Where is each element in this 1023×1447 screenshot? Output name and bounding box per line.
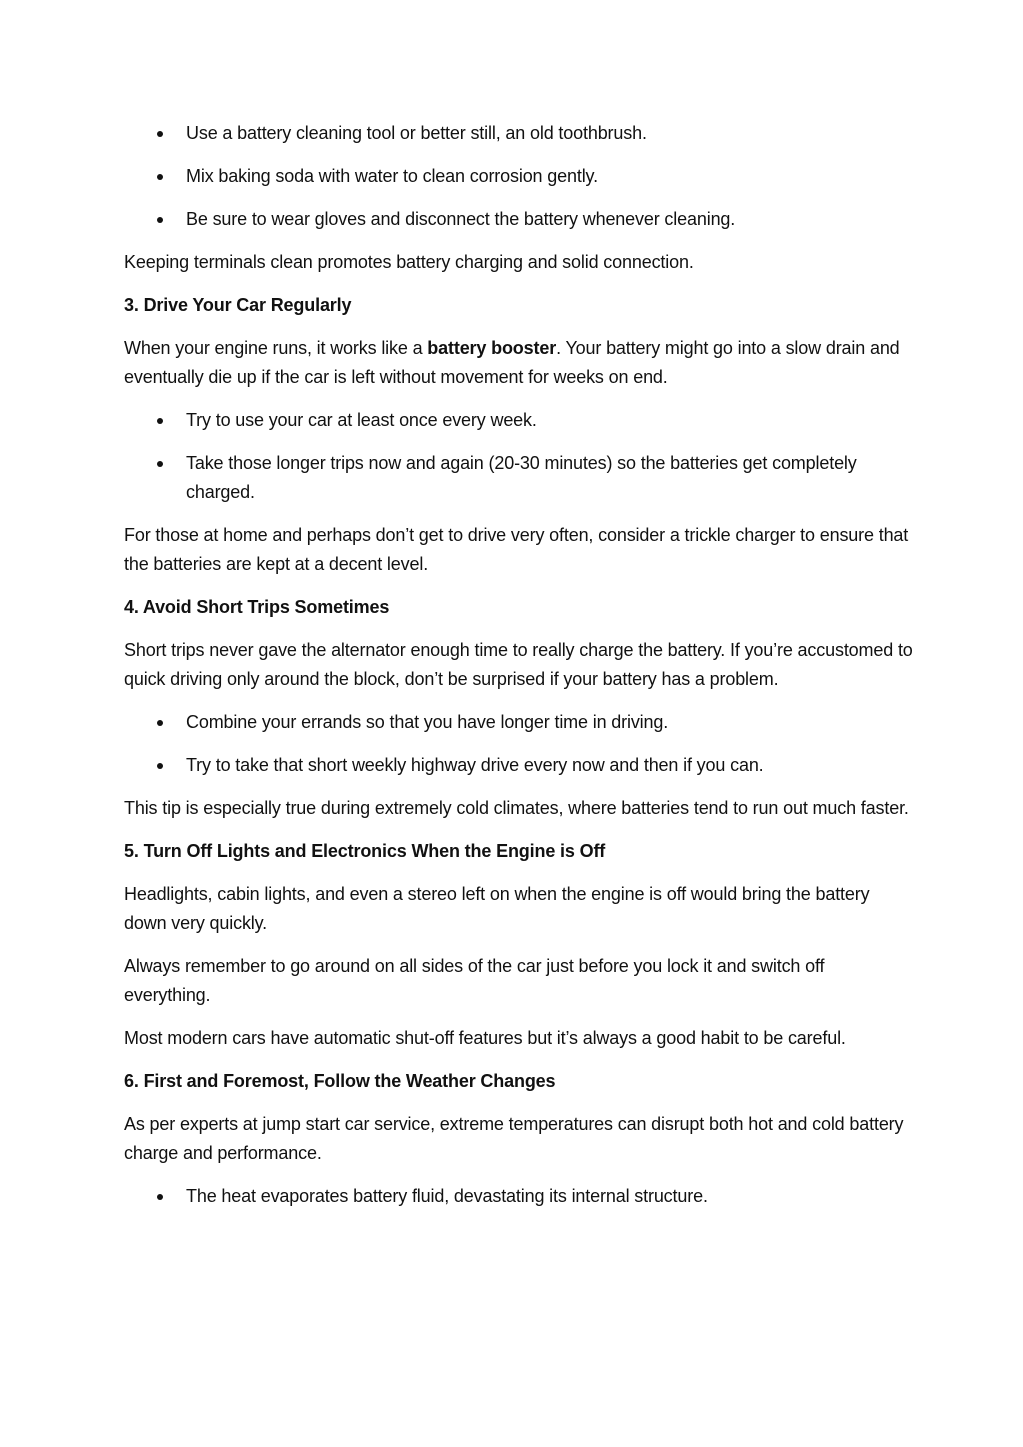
- list-item-text: Mix baking soda with water to clean corrosion gently.: [186, 166, 598, 186]
- paragraph-engine-start: When your engine runs, it works like a: [124, 338, 428, 358]
- paragraph-cold-climates: This tip is especially true during extremely cold climates, where batteries tend to run out much faster.: [124, 798, 909, 818]
- list-item-text: Be sure to wear gloves and disconnect the battery whenever cleaning.: [186, 209, 736, 229]
- section-heading-4: 4. Avoid Short Trips Sometimes: [124, 597, 390, 617]
- paragraph-trickle-charger: For those at home and perhaps don’t get to drive very often, consider a trickle charger to ensure that the batteries are kept at a decent level.: [124, 525, 909, 574]
- bullet-icon: [157, 720, 163, 726]
- list-item: [124, 1182, 914, 1211]
- list-item: [124, 119, 914, 148]
- bullet-icon: [157, 174, 163, 180]
- bullet-icon: [157, 418, 163, 424]
- paragraph-experts: As per experts at jump start car service, extreme temperatures can disrupt both hot and cold battery charge and performance.: [124, 1114, 904, 1163]
- list-item-text: Take those longer trips now and again (20-30 minutes) so the batteries get completely charged.: [186, 453, 857, 502]
- bullet-icon: [157, 1194, 163, 1200]
- list-item: [124, 708, 914, 737]
- list-item-text: Try to use your car at least once every week.: [186, 410, 537, 430]
- paragraph-headlights: Headlights, cabin lights, and even a stereo left on when the engine is off would bring the battery down very quickly.: [124, 884, 870, 933]
- list-item: [124, 449, 914, 507]
- bullet-list-cleaning: [124, 119, 914, 234]
- bullet-icon: [157, 131, 163, 137]
- paragraph-short-trips: Short trips never gave the alternator enough time to really charge the battery. If you’re accustomed to quick driving only around the block, don’t be surprised if your battery has a problem.: [124, 640, 913, 689]
- bullet-list-weather: [124, 1182, 914, 1211]
- bullet-list-errands: [124, 708, 914, 780]
- list-item-text: Use a battery cleaning tool or better still, an old toothbrush.: [186, 123, 647, 143]
- list-item: [124, 751, 914, 780]
- section-heading-3: 3. Drive Your Car Regularly: [124, 295, 352, 315]
- bullet-icon: [157, 217, 163, 223]
- section-heading-5: 5. Turn Off Lights and Electronics When the Engine is Off: [124, 841, 606, 861]
- list-item: [124, 162, 914, 191]
- bold-term-battery-booster: battery booster: [427, 338, 557, 358]
- list-item-text: Try to take that short weekly highway drive every now and then if you can.: [186, 755, 764, 775]
- bullet-icon: [157, 763, 163, 769]
- list-item: [124, 406, 914, 435]
- paragraph-engine-end: . Your battery might go into a slow drain and eventually die up if the car is left without movement for weeks on end.: [124, 338, 900, 387]
- list-item: [124, 205, 914, 234]
- section-heading-6: 6. First and Foremost, Follow the Weather Changes: [124, 1071, 556, 1091]
- bullet-icon: [157, 461, 163, 467]
- paragraph-modern-cars: Most modern cars have automatic shut-off features but it’s always a good habit to be careful.: [124, 1028, 846, 1048]
- paragraph-engine: [124, 334, 914, 392]
- bullet-list-driving: [124, 406, 914, 507]
- document-page: [124, 119, 914, 1225]
- list-item-text: The heat evaporates battery fluid, devastating its internal structure.: [186, 1186, 708, 1206]
- paragraph-terminals: Keeping terminals clean promotes battery charging and solid connection.: [124, 252, 694, 272]
- list-item-text: Combine your errands so that you have longer time in driving.: [186, 712, 669, 732]
- paragraph-remember: Always remember to go around on all sides of the car just before you lock it and switch off everything.: [124, 956, 825, 1005]
